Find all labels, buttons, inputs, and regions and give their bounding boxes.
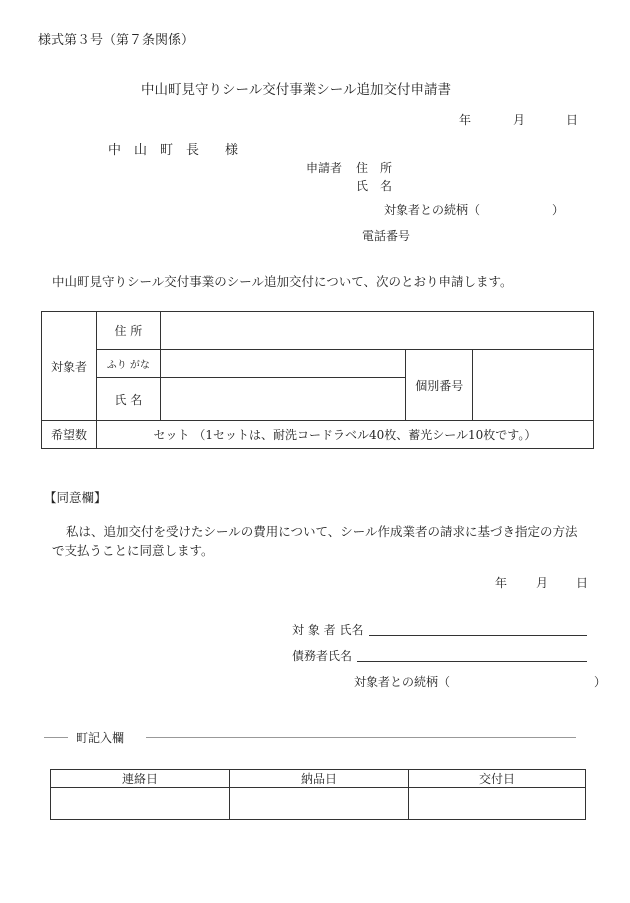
issue-date-header: 交付日 bbox=[409, 770, 586, 788]
consent-date-month: 月 bbox=[536, 576, 549, 590]
desired-count-label: 希望数 bbox=[42, 421, 97, 449]
consent-date-day: 日 bbox=[576, 576, 589, 590]
applicant-name-label: 氏 名 bbox=[356, 179, 393, 193]
subject-name-label: 氏 名 bbox=[96, 378, 160, 421]
section-divider-left bbox=[44, 737, 68, 738]
debtor-name-line[interactable] bbox=[357, 661, 587, 662]
subject-name-field[interactable] bbox=[160, 378, 406, 421]
applicant-address-label: 住 所 bbox=[356, 161, 393, 175]
consent-body-line2: で支払うことに同意します。 bbox=[52, 543, 214, 558]
page-title: 中山町見守りシール交付事業シール追加交付申請書 bbox=[141, 82, 451, 98]
issue-date-field[interactable] bbox=[409, 788, 586, 820]
applicant-label: 申請者 bbox=[306, 161, 343, 175]
consent-relation-label: 対象者との続柄（ ） bbox=[354, 675, 607, 689]
delivery-date-header: 納品日 bbox=[230, 770, 409, 788]
date-day: 日 bbox=[566, 113, 579, 127]
date-month: 月 bbox=[513, 113, 526, 127]
debtor-name-label: 債務者氏名 bbox=[292, 649, 353, 663]
contact-date-header: 連絡日 bbox=[51, 770, 230, 788]
addressee: 中 山 町 長 様 bbox=[108, 143, 239, 158]
intro-text: 中山町見守りシール交付事業のシール追加交付について、次のとおり申請します。 bbox=[52, 274, 513, 289]
subject-furigana-label: ふり がな bbox=[96, 350, 160, 378]
town-table bbox=[50, 769, 586, 820]
town-section-label: 町記入欄 bbox=[76, 731, 125, 745]
subject-label: 対象者 bbox=[42, 312, 97, 421]
subject-name-sign-line[interactable] bbox=[369, 635, 587, 636]
delivery-date-field[interactable] bbox=[230, 788, 409, 820]
id-number-field[interactable] bbox=[473, 350, 594, 421]
consent-body-line1: 私は、追加交付を受けたシールの費用について、シール作成業者の請求に基づき指定の方法 bbox=[66, 524, 578, 539]
applicant-relation-label: 対象者との続柄（ ） bbox=[384, 203, 565, 217]
date-year: 年 bbox=[459, 113, 472, 127]
contact-date-field[interactable] bbox=[51, 788, 230, 820]
subject-name-sign-label: 対 象 者 氏名 bbox=[292, 623, 364, 637]
id-number-label: 個別番号 bbox=[406, 350, 473, 421]
subject-furigana-field[interactable] bbox=[160, 350, 406, 378]
desired-count-field[interactable]: セット （1セットは、耐洗コードラベル40枚、蓄光シール10枚です。） bbox=[96, 421, 593, 449]
form-number: 様式第３号（第７条関係） bbox=[38, 33, 195, 48]
section-divider-right bbox=[146, 737, 576, 738]
consent-heading: 【同意欄】 bbox=[44, 490, 107, 505]
consent-date-year: 年 bbox=[495, 576, 508, 590]
applicant-phone-label: 電話番号 bbox=[362, 229, 411, 243]
subject-address-field[interactable] bbox=[160, 312, 593, 350]
subject-address-label: 住 所 bbox=[96, 312, 160, 350]
subject-table bbox=[41, 311, 594, 449]
